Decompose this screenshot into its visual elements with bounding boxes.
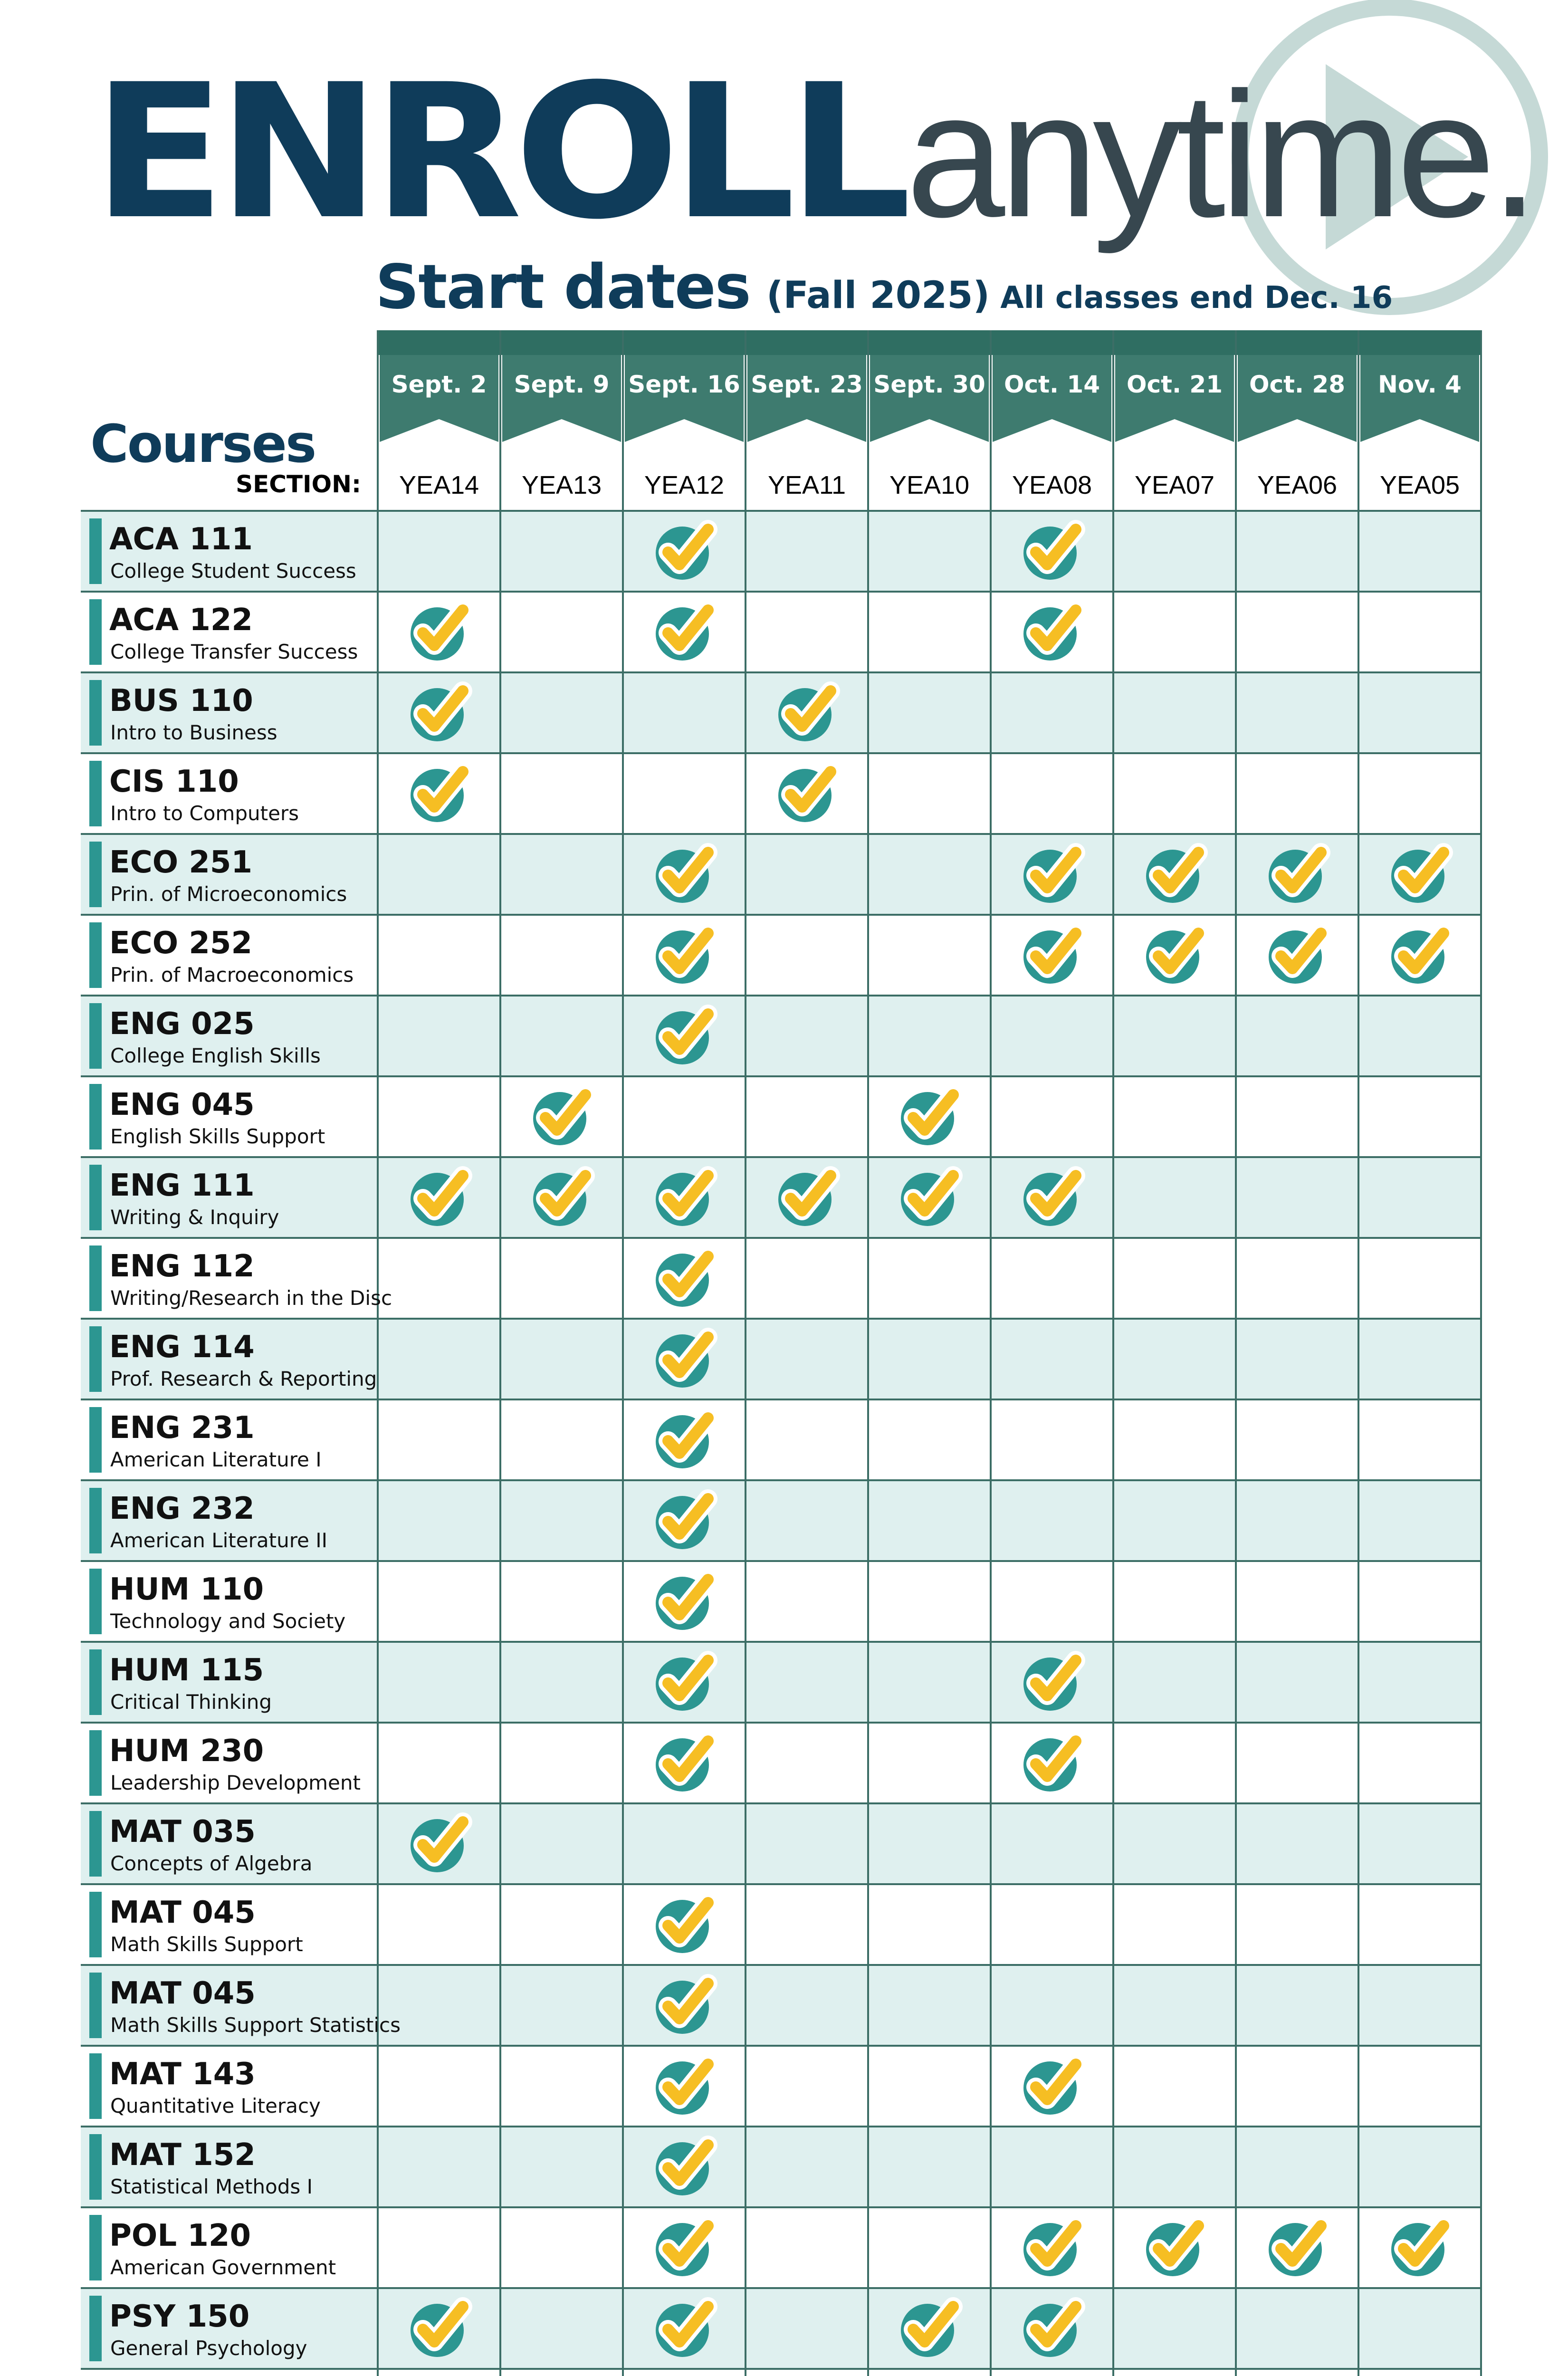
check-icon [1023,2223,1077,2276]
row-accent-bar [89,518,102,584]
end-note: All classes end Dec. 16 [1000,280,1393,316]
section-label: SECTION: [236,470,361,498]
check-icon [533,1092,586,1145]
check-icon [411,1819,464,1872]
course-code: ACA 111 [109,522,253,557]
course-name: American Government [110,2256,336,2279]
row-accent-bar [89,2296,102,2361]
check-icon [656,1496,709,1549]
check-icon [656,1981,709,2034]
section-code: YEA12 [644,471,725,499]
row-accent-bar [89,1326,102,1392]
header-band [378,330,1481,355]
check-icon [656,2142,709,2195]
course-name: Intro to Business [110,721,277,744]
start-date-label: Sept. 9 [514,371,610,398]
start-date-label: Sept. 16 [628,371,740,398]
check-icon [1023,1173,1077,1226]
course-name: Intro to Computers [110,802,299,825]
course-name: Technology and Society [110,1610,346,1633]
row-background [81,1642,1481,1723]
check-icon [1146,2223,1199,2276]
check-icon [656,527,709,580]
title-enroll: ENROLL [93,44,904,260]
section-code: YEA11 [767,471,846,499]
row-accent-bar [89,1730,102,1796]
course-name: Leadership Development [110,1771,361,1794]
course-code: ENG 025 [109,1006,255,1042]
course-name: American Literature II [110,1529,327,1552]
course-name: Statistical Methods I [110,2175,313,2198]
check-icon [656,1657,709,1711]
row-accent-bar [89,922,102,988]
check-icon [656,607,709,661]
check-icon [1023,930,1077,984]
start-date-label: Oct. 28 [1249,371,1346,398]
check-icon [1023,1738,1077,1792]
course-name: English Skills Support [110,1125,325,1148]
row-accent-bar [89,680,102,746]
check-icon [1023,607,1077,661]
start-date-label: Oct. 14 [1004,371,1100,398]
date-ribbon [1238,355,1357,442]
course-code: MAT 035 [109,1814,256,1849]
start-date-label: Oct. 21 [1126,371,1223,398]
course-code: BUS 110 [109,683,253,719]
course-code: HUM 115 [109,1653,264,1688]
check-icon [656,1577,709,1630]
row-accent-bar [89,1973,102,2038]
course-name: College Transfer Success [110,640,358,663]
course-name: Critical Thinking [110,1690,272,1714]
row-accent-bar [89,1165,102,1230]
date-ribbon [993,355,1111,442]
course-code: PSY 150 [109,2299,250,2334]
course-name: Prin. of Macroeconomics [110,963,354,987]
check-icon [656,1738,709,1792]
section-code: YEA08 [1012,471,1092,499]
course-name: Writing & Inquiry [110,1206,279,1229]
course-name: Quantitative Literacy [110,2094,321,2117]
course-name: Math Skills Support [110,1933,303,1956]
check-icon [656,1900,709,1953]
title-anytime: anytime. [906,56,1534,254]
course-code: ENG 111 [109,1168,255,1203]
row-accent-bar [89,2215,102,2280]
section-code: YEA06 [1257,471,1338,499]
courses-heading: Courses [90,413,316,474]
check-icon [656,1173,709,1226]
course-name: Concepts of Algebra [110,1852,313,1875]
row-accent-bar [89,1003,102,1069]
course-code: ECO 252 [109,926,252,961]
date-ribbon [502,355,621,442]
check-icon [901,1092,954,1145]
check-icon [656,1415,709,1468]
course-name: Prof. Research & Reporting [110,1367,377,1390]
check-icon [1023,2304,1077,2357]
course-code: CIS 110 [109,764,239,799]
course-name: Math Skills Support Statistics [110,2013,401,2037]
check-icon [411,1173,464,1226]
check-icon [656,2061,709,2115]
check-icon [656,850,709,903]
date-ribbon [625,355,744,442]
check-icon [1269,850,1322,903]
course-code: ENG 114 [109,1330,255,1365]
course-code: MAT 045 [109,1976,256,2011]
check-icon [656,1334,709,1388]
course-code: HUM 230 [109,1734,264,1769]
start-dates-heading: Start dates [375,252,750,323]
check-icon [778,1173,832,1226]
course-code: MAT 045 [109,1895,256,1930]
check-icon [901,1173,954,1226]
section-code: YEA10 [889,471,970,499]
check-icon [1391,850,1444,903]
course-name: College English Skills [110,1044,321,1067]
row-accent-bar [89,2053,102,2119]
row-accent-bar [89,1084,102,1150]
row-accent-bar [89,1811,102,1877]
course-code: ENG 045 [109,1087,255,1122]
check-icon [1269,930,1322,984]
check-icon [1023,1657,1077,1711]
course-code: ENG 112 [109,1249,255,1284]
check-icon [901,2304,954,2357]
start-date-label: Sept. 23 [751,371,863,398]
check-icon [1146,850,1199,903]
check-icon [411,607,464,661]
course-code: POL 120 [109,2218,251,2253]
date-ribbon [870,355,989,442]
check-icon [1269,2223,1322,2276]
check-icon [1023,2061,1077,2115]
course-code: HUM 110 [109,1572,264,1607]
check-icon [1023,850,1077,903]
course-code: MAT 152 [109,2137,256,2173]
start-date-label: Sept. 2 [391,371,487,398]
check-icon [411,688,464,741]
row-accent-bar [89,1245,102,1311]
row-accent-bar [89,1892,102,1957]
row-accent-bar [89,761,102,826]
section-code: YEA05 [1379,471,1460,499]
row-accent-bar [89,1407,102,1473]
check-icon [411,769,464,822]
check-icon [656,2223,709,2276]
row-accent-bar [89,2134,102,2200]
check-icon [656,930,709,984]
course-code: ACA 122 [109,603,253,638]
check-icon [656,2304,709,2357]
section-code: YEA13 [521,471,602,499]
row-accent-bar [89,599,102,665]
course-code: ECO 251 [109,845,252,880]
check-icon [778,769,832,822]
course-code: ENG 232 [109,1491,255,1526]
course-code: ENG 231 [109,1410,255,1446]
date-ribbon [1115,355,1234,442]
date-ribbon [1360,355,1479,442]
check-icon [778,688,832,741]
check-icon [656,1011,709,1064]
term-label: (Fall 2025) [766,274,990,317]
date-ribbon [747,355,866,442]
course-name: General Psychology [110,2337,307,2360]
course-name: American Literature I [110,1448,322,1471]
section-code: YEA07 [1134,471,1215,499]
check-icon [1391,930,1444,984]
start-date-label: Sept. 30 [873,371,985,398]
row-accent-bar [89,1649,102,1715]
check-icon [1146,930,1199,984]
check-icon [533,1173,586,1226]
row-accent-bar [89,842,102,907]
start-date-label: Nov. 4 [1378,371,1462,398]
check-icon [411,2304,464,2357]
course-name: Writing/Research in the Disc [110,1286,392,1310]
check-icon [656,1254,709,1307]
course-name: College Student Success [110,559,356,583]
course-code: MAT 143 [109,2057,256,2092]
check-icon [1023,527,1077,580]
date-ribbon [380,355,498,442]
check-icon [1391,2223,1444,2276]
row-accent-bar [89,1488,102,1553]
course-name: Prin. of Microeconomics [110,882,347,906]
section-code: YEA14 [399,471,479,499]
row-accent-bar [89,1569,102,1634]
